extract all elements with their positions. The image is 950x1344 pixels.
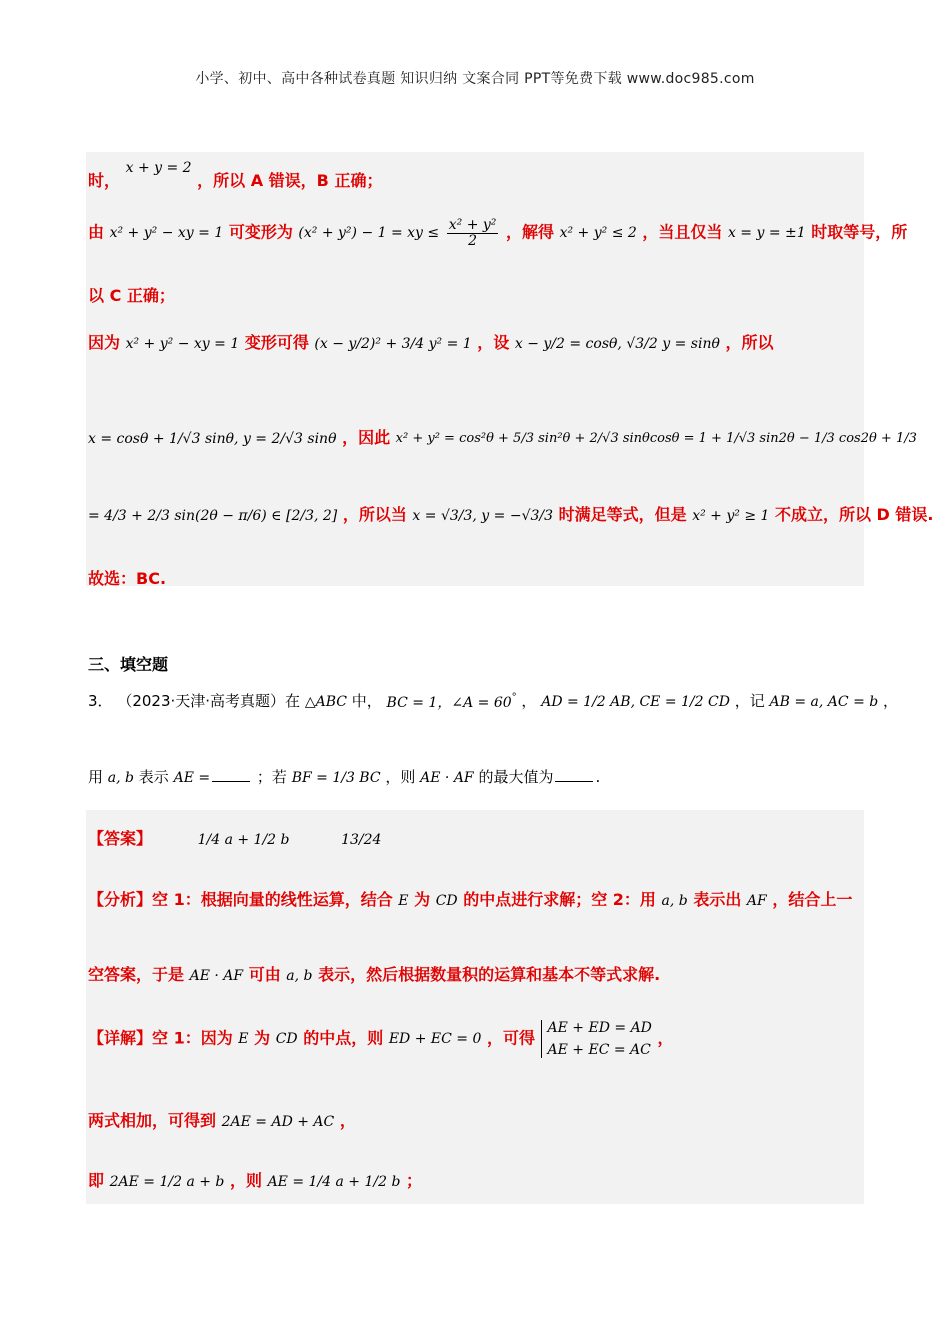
- math-expr: △ABC: [304, 693, 347, 710]
- math-expr: x² + y² ≤ 2: [559, 225, 637, 242]
- detail-line-1: 【详解】空 1：因为 E 为 CD 的中点，则 ED + EC = 0 ，可得 AE + ED = AD AE + EC = AC ，: [88, 1020, 674, 1058]
- answer-blank-1[interactable]: [212, 781, 250, 782]
- sum-line: 两式相加，可得到 2AE = AD + AC ，: [88, 1111, 356, 1130]
- analysis-line-2: 空答案，于是 AE · AF 可由 a, b 表示，然后根据数量积的运算和基本不等式求解.: [88, 965, 661, 984]
- section-title: 三、填空题: [88, 655, 169, 674]
- math-expr: E: [238, 1031, 249, 1047]
- math-expr: BC = 1，∠A = 60: [386, 694, 512, 711]
- question-line-2: 用 a, b 表示 AE = ；若 BF = 1/3 BC ，则 AE · AF 的最大值为 .: [88, 768, 601, 786]
- math-expr: (x − y/2)² + 3/4 y² = 1: [314, 335, 472, 352]
- answer-blank-2[interactable]: [555, 781, 593, 782]
- math-expr: BF = 1/3 BC: [291, 769, 381, 786]
- math-expr: ED + EC = 0: [388, 1031, 482, 1047]
- answer-value-2: 13/24: [341, 831, 382, 848]
- analysis-line-1: 【分析】空 1：根据向量的线性运算，结合 E 为 CD 的中点进行求解；空 2：用 a, b 表示出 AF ，结合上一: [88, 890, 853, 909]
- math-expr: x = y = ±1: [727, 225, 806, 242]
- math-expr: 2AE = AD + AC: [221, 1113, 335, 1130]
- answer-value-1: 1/4 a + 1/2 b: [197, 831, 290, 848]
- math-expr: AB = a, AC = b: [769, 693, 879, 710]
- math-expr: AE =: [173, 769, 211, 786]
- solution-line-2: 由 x² + y² − xy = 1 可变形为 (x² + y²) − 1 = xy ≤ $\frac{\text{x² + y²}}{2}$ ，解得 x² + y² ≤ 2 ，当且仅当 x = y = ±1 时取等号，所: [88, 217, 908, 249]
- solution-line-6: = 4/3 + 2/3 sin(2θ − π/6) ∈ [2/3, 2] ，所以当 x = √3/3, y = −√3/3 时满足等式，但是 x² + y² ≥ 1 不成立，所以 D 错误.: [88, 505, 934, 524]
- question-line-1: 3． （2023·天津·高考真题）在 △ABC 中， BC = 1，∠A = 60° ， AD = 1/2 AB, CE = 1/2 CD ，记 AB = a, AC = b ，: [88, 692, 899, 711]
- solution-line-4: 因为 x² + y² − xy = 1 变形可得 (x − y/2)² + 3/4 y² = 1 ，设 x − y/2 = cosθ, √3/2 y = sinθ ，所以: [88, 333, 774, 352]
- math-fraction: $\frac{\text{x² + y²}}{2}$: [448, 217, 497, 249]
- math-expr: a, b: [661, 892, 688, 909]
- math-expr: AD = 1/2 AB, CE = 1/2 CD: [541, 693, 730, 710]
- math-expr: x − y/2 = cosθ, √3/2 y = sinθ: [514, 335, 720, 352]
- answer-line: 【答案】 1/4 a + 1/2 b 13/24: [88, 829, 382, 848]
- math-expr: AF: [746, 892, 767, 909]
- solution-line-1: 时， x + y = 2 ，所以 A 错误，B 正确；: [88, 159, 383, 190]
- math-expr: AE · AF: [189, 967, 244, 984]
- math-expr: (x² + y²) − 1 = xy ≤: [298, 225, 440, 242]
- math-expr: x = √3/3, y = −√3/3: [412, 507, 554, 524]
- math-expr: x + y = 2: [125, 159, 192, 176]
- page-header: 小学、初中、高中各种试卷真题 知识归纳 文案合同 PPT等免费下载 www.doc985.com: [195, 71, 755, 87]
- math-expr: E: [398, 892, 409, 909]
- math-expr: x² + y² − xy = 1: [109, 225, 224, 242]
- math-expr: = 4/3 + 2/3 sin(2θ − π/6) ∈ [2/3, 2]: [88, 507, 338, 524]
- solution-line-3: 以 C 正确；: [88, 286, 175, 305]
- solution-line-5: x = cosθ + 1/√3 sinθ, y = 2/√3 sinθ ，因此 x² + y² = cos²θ + 5/3 sin²θ + 2/√3 sinθcosθ = 1 + 1/√3 sin2θ − 1/3 cos2θ + 1/3: [88, 428, 917, 447]
- math-expr: AE = 1/4 a + 1/2 b: [267, 1173, 401, 1190]
- math-expr: a, b: [286, 967, 313, 984]
- math-expr: x² + y² = cos²θ + 5/3 sin²θ + 2/√3 sinθcosθ = 1 + 1/√3 sin2θ − 1/3 cos2θ + 1/3: [395, 431, 917, 446]
- solution-line-7: 故选：BC.: [88, 569, 167, 588]
- math-expr: 2AE = 1/2 a + b: [109, 1173, 225, 1190]
- math-expr: AE · AF: [420, 769, 474, 786]
- math-expr: CD: [435, 892, 458, 909]
- math-expr: x = cosθ + 1/√3 sinθ, y = 2/√3 sinθ: [88, 430, 337, 447]
- math-expr: x² + y² ≥ 1: [692, 507, 770, 524]
- ji-line: 即 2AE = 1/2 a + b ，则 AE = 1/4 a + 1/2 b ；: [88, 1171, 423, 1190]
- equation-system: AE + ED = AD AE + EC = AC: [541, 1020, 652, 1058]
- answer-box: [86, 810, 864, 1204]
- math-expr: CD: [275, 1031, 298, 1047]
- math-expr: a, b: [107, 769, 135, 786]
- math-expr: x² + y² − xy = 1: [125, 335, 240, 352]
